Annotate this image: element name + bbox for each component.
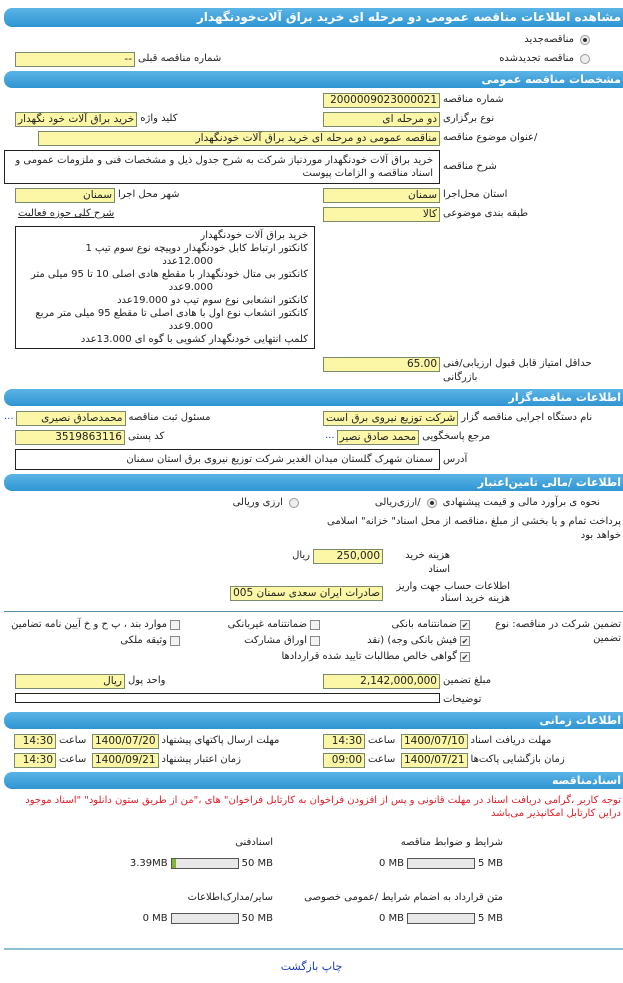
opening-date-field[interactable]: 1400/07/21 [401, 753, 468, 768]
tender-number-field[interactable]: 2000009023000021 [323, 93, 440, 108]
radio-renewed-tender[interactable] [580, 54, 590, 64]
activity-line: 12.000عدد [162, 256, 213, 267]
activity-line: کانکتور انشعاب نوع اول با هادی اصلی تا مقطع 95 میلی متر مربع [35, 308, 308, 319]
guarantee-label: تضمین شرکت در مناقصه: [512, 619, 621, 630]
category-field[interactable]: کالا [323, 207, 440, 222]
guarantee-option-label: وثیقه ملکی [120, 635, 167, 646]
radio-foreign-rial-label: ارزی وریالی [232, 497, 283, 508]
registrar-field[interactable]: محمدصادق نصیری [16, 411, 126, 426]
min-score-label: حداقل امتیاز قابل قبول ارزیابی/فنی بازرگانی [443, 358, 592, 383]
treasury-note: پرداخت تمام و یا بخشی از مبلغ ،مناقصه از محل اسناد" خزانه" اسلامی [326, 516, 621, 527]
guarantee-options [0, 618, 473, 664]
guarantee-amount-field[interactable]: 2,142,000,000 [323, 674, 440, 689]
guarantee-option[interactable] [183, 618, 323, 632]
document-progress-bar [407, 913, 475, 924]
prev-number-label: شماره مناقصه قبلی [138, 53, 222, 64]
subject-field[interactable]: مناقصه عمومی دو مرحله ای خرید براق آلات خودنگهدار [38, 131, 440, 146]
opening-time-field[interactable]: 09:00 [323, 753, 365, 768]
currency-field[interactable]: ریال [15, 674, 125, 689]
guarantee-option-label: ضمانتنامه غیربانکی [227, 619, 307, 630]
guarantee-checkbox[interactable]: ✔ [461, 637, 469, 646]
section-general: مشخصات مناقصه عمومی [4, 71, 623, 88]
activity-line: 9.000عدد [168, 321, 213, 332]
opening-date-label: زمان بازگشایی پاکت‌ها [470, 754, 565, 765]
document-used-size: 3.39MB [129, 858, 168, 869]
doc-cost-label: هزینه خرید اسناد [405, 550, 450, 575]
document-progress-bar [407, 858, 475, 869]
guarantee-option-label: گواهی خالص مطالبات تایید شده قراردادها [281, 651, 457, 662]
activity-line: کانکتور بی متال خودنگهدار با مقطع هادی اصلی 10 تا 95 میلی متر [30, 269, 308, 280]
guarantee-checkbox[interactable]: ✔ [461, 621, 469, 630]
submit-deadline-label: مهلت ارسال پاکتهای پیشنهاد [161, 735, 280, 746]
guarantee-checkbox[interactable] [310, 620, 320, 630]
document-size-row [303, 913, 503, 924]
submit-deadline-field[interactable]: 1400/07/20 [92, 734, 159, 749]
guarantee-option[interactable] [323, 618, 473, 632]
estimate-label: نحوه ی برآورد مالی و قیمت پیشنهادی [442, 497, 600, 508]
document-max-size: 5 MB [477, 858, 503, 869]
submit-time-field[interactable]: 14:30 [14, 734, 56, 749]
registrar-more-link[interactable]: ... [4, 411, 14, 422]
document-label: متن قرارداد به اضمام شرایط /عمومی خصوصی [304, 892, 503, 903]
document-progress-bar [171, 913, 239, 924]
postal-code-field[interactable]: 3519863116 [15, 430, 125, 445]
guarantee-option[interactable] [323, 634, 473, 648]
radio-rial-label: /ارزی‌ریالی [374, 497, 421, 508]
registrar-label: مسئول ثبت مناقصه [128, 412, 211, 423]
print-link[interactable]: چاپ [321, 960, 343, 973]
document-label: شرایط و ضوابط مناقصه [400, 837, 503, 848]
doc-deadline-time-label: ساعت [368, 735, 396, 746]
section-timing: اطلاعات زمانی [4, 712, 623, 729]
document-max-size: 5 MB [477, 913, 503, 924]
activity-line: کانکتور ارتباط کابل خودنگهدار دوپیچه نوع سوم تیپ 1 [85, 243, 308, 254]
documents-note: توجه کاربر ،گرامی دریافت اسناد در مهلت قانونی و پس از افزودن فراخوان به کارتابل فراخوان" های ،"من از طریق ستون دانلود" "اسناد موجود دراین کارتابل امکانپذیر می‌باشد [25, 795, 621, 819]
organizer-label: نام دستگاه اجرایی مناقصه گزار [461, 412, 593, 423]
documents-list [0, 836, 623, 924]
holding-type-label: نوع برگزاری [443, 113, 495, 124]
document-size-row [73, 913, 273, 924]
guarantee-checkbox[interactable] [310, 636, 320, 646]
account-label: اطلاعات حساب جهت واریز هزینه خرید اسناد [396, 581, 510, 604]
document-item [73, 836, 273, 869]
notes-label: توضیحات [443, 694, 482, 705]
document-max-size: 50 MB [241, 913, 273, 924]
city-field[interactable]: سمنان [15, 188, 115, 203]
guarantee-checkbox[interactable] [170, 620, 180, 630]
activity-line: کلمپ انتهایی خودنگهدار کشویی با گوه ای 13.000عدد [80, 334, 308, 345]
account-field[interactable]: صادرات ایران سعدی سمنان 005 [230, 586, 383, 601]
section-finance: اطلاعات /مالی تامین‌اعتبار [4, 474, 623, 491]
validity-time-label: ساعت [59, 754, 87, 765]
validity-field[interactable]: 1400/09/21 [92, 753, 159, 768]
document-progress-bar [171, 858, 239, 869]
province-field[interactable]: سمنان [323, 188, 440, 203]
radio-foreign-rial[interactable] [289, 498, 299, 508]
doc-deadline-label: مهلت دریافت اسناد [470, 735, 552, 746]
document-item [73, 891, 273, 924]
label-renewed-tender: مناقصه تجدیدشده [499, 53, 574, 64]
guarantee-option-label: ضمانتنامه بانکی [391, 619, 457, 630]
document-used-size: 0 MB [378, 913, 404, 924]
document-max-size: 50 MB [241, 858, 273, 869]
doc-deadline-field[interactable]: 1400/07/10 [401, 734, 468, 749]
document-used-size: 0 MB [142, 913, 168, 924]
treasury-note-2: خواهد بود [580, 530, 621, 541]
description-label: شرح مناقصه [443, 161, 497, 172]
radio-new-tender[interactable] [580, 35, 590, 45]
opening-time-label: ساعت [368, 754, 396, 765]
document-used-size: 0 MB [378, 858, 404, 869]
guarantee-option[interactable] [0, 618, 183, 632]
activity-line: خرید براق آلات خودنگهدار [200, 230, 308, 241]
keyword-label: کلید واژه [140, 113, 178, 124]
activity-line: کانکتور انشعابی نوع سوم تیپ دو 19.000عدد [117, 295, 308, 306]
postal-code-label: کد پستی [128, 431, 165, 442]
currency-label: واحد پول [128, 675, 166, 686]
organizer-field[interactable]: شرکت توزیع نیروی برق است [323, 411, 458, 426]
document-label: سایر/مدارک‌اطلاعات [187, 892, 273, 903]
city-label: شهر محل اجرا [118, 189, 180, 200]
address-label: آدرس [443, 453, 468, 465]
subject-label: /عنوان موضوع مناقصه [443, 132, 538, 143]
responder-more-link[interactable]: ... [325, 430, 335, 441]
guarantee-amount-label: مبلغ تضمین [443, 675, 492, 686]
validity-label: زمان اعتبار پیشنهاد [161, 754, 241, 765]
prev-number-field[interactable]: -- [15, 52, 135, 67]
document-size-row [73, 858, 273, 869]
guarantee-checkbox[interactable]: ✔ [461, 653, 469, 662]
validity-time-field[interactable]: 14:30 [14, 753, 56, 768]
guarantee-section [0, 618, 623, 664]
guarantee-option-label: موارد بند ، پ ح و خ آیین نامه تضامین [11, 619, 167, 630]
document-size-row [303, 858, 503, 869]
doc-cost-unit: ریال [292, 550, 310, 561]
description-box: خرید براق آلات خودنگهدار موردنیاز شرکت به شرح جدول ذیل و مشخصات فنی و ملزومات عمومی و اسناد مناقصه و الزامات پیوست [4, 150, 440, 184]
holding-type-field[interactable]: دو مرحله ای [323, 112, 440, 127]
radio-rial[interactable] [427, 498, 437, 508]
section-documents: اسنادمناقصه [4, 772, 623, 789]
label-new-tender: مناقصه‌جدید [524, 34, 574, 45]
document-label: اسنادفنی [235, 837, 273, 848]
activity-label: شرح کلی حوزه فعالیت [18, 208, 115, 219]
section-organizer: اطلاعات مناقصه‌گزار [4, 389, 623, 406]
guarantee-option-label: اوراق مشارکت [244, 635, 307, 646]
min-score-field[interactable]: 65.00 [323, 357, 440, 372]
guarantee-option[interactable] [183, 634, 323, 648]
document-progress-fill [172, 859, 176, 868]
guarantee-type-label: نوع تضمین [495, 619, 621, 644]
tender-number-label: شماره مناقصه [443, 94, 504, 105]
divider [4, 611, 623, 612]
guarantee-checkbox[interactable] [170, 636, 180, 646]
guarantee-option-label: فیش بانکی وجه) (نقد [367, 635, 457, 646]
category-label: طبقه بندی موضوعی [443, 208, 529, 219]
guarantee-option[interactable] [0, 650, 473, 664]
page-title: مشاهده اطلاعات مناقصه عمومی دو مرحله ای خرید براق آلات‌خودنگهدار [4, 8, 623, 27]
document-item [303, 891, 503, 924]
back-link[interactable]: بازگشت [280, 960, 319, 973]
activity-box [15, 226, 315, 349]
guarantee-option[interactable] [0, 634, 183, 648]
footer-divider [4, 948, 623, 950]
responder-value: محمد صادق نصیر [339, 431, 417, 443]
doc-deadline-time-field[interactable]: 14:30 [323, 734, 365, 749]
address-box: سمنان شهرک گلستان میدان الغدیر شرکت توزیع نیروی برق استان سمنان [15, 449, 440, 470]
notes-box[interactable] [15, 693, 440, 703]
activity-line: 9.000عدد [168, 282, 213, 293]
footer-links [0, 960, 623, 973]
doc-cost-field[interactable]: 250,000 [313, 549, 383, 564]
responder-label: مرجع پاسخگویی [422, 431, 491, 442]
document-item [303, 836, 503, 869]
province-label: استان محل‌اجرا [443, 189, 508, 200]
submit-time-label: ساعت [59, 735, 87, 746]
responder-field[interactable] [337, 430, 420, 445]
keyword-field[interactable]: خرید براق آلات خود نگهدار [15, 112, 137, 127]
